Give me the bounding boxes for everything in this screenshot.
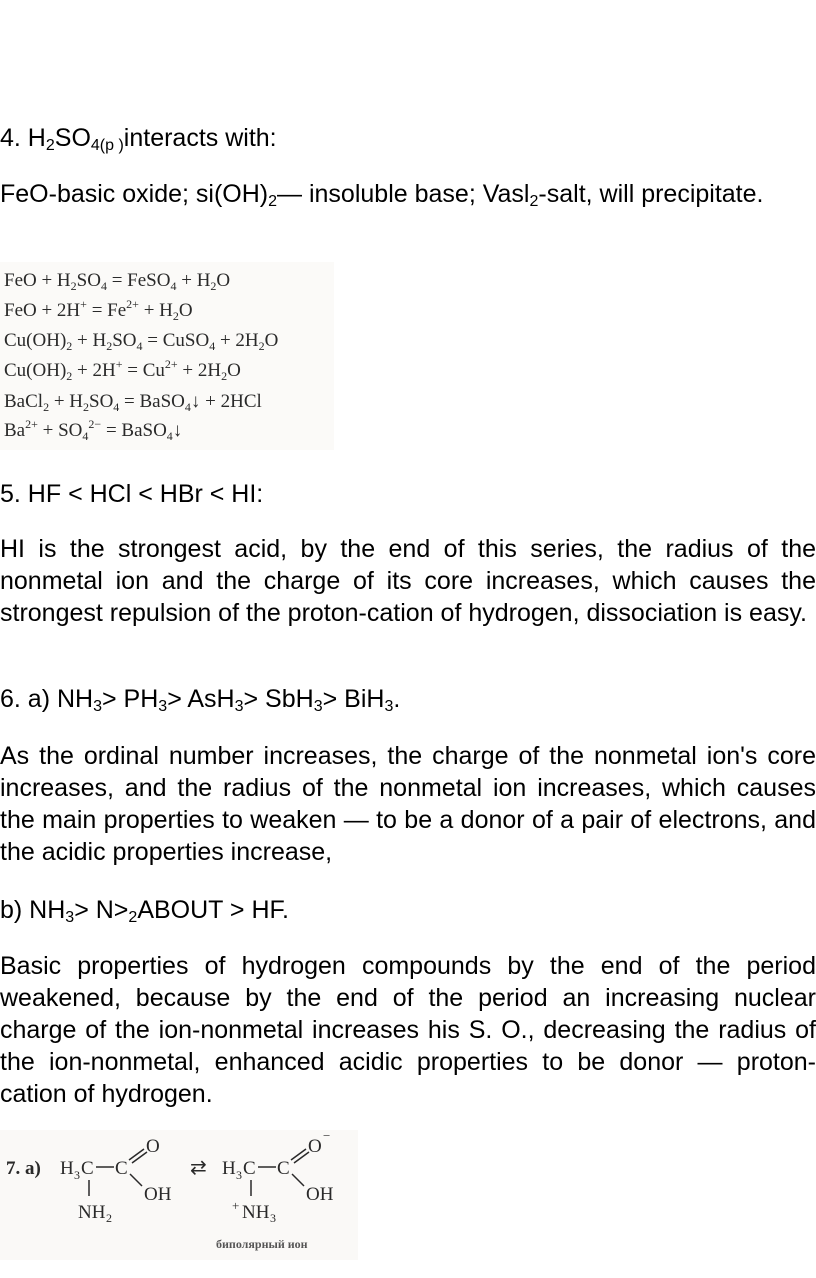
right-single-bond-oh [292,1174,304,1186]
equation-3: $Cu(OH)_2 + H_2SO_4$ = CuSO$_4$ + $2H_2O$ [4,330,279,353]
reaction-equations-image [0,262,334,450]
left-single-bond-oh [130,1174,142,1186]
right-h3c-h: H [222,1158,236,1179]
equilibrium-arrow: ⇄ [190,1157,207,1179]
left-hydroxyl: OH [144,1184,172,1205]
q6b-explanation: Basic properties of hydrogen compounds by the end of the period weakened, because by the end of the period an increasing nuclear charge of the ion-nonmetal increases his S. O., decreasing the radius of the ion-nonmetal, enhanced acidic properties to be donor — proton- cation of hydrogen. [0,952,816,1108]
left-amino: NH [78,1202,106,1223]
left-oxygen: O [146,1136,160,1157]
question-4-heading: 4. $H_2SO_{4(p )}interacts$ with: [0,124,277,154]
right-oxygen-charge: − [323,1130,331,1143]
equation-5: BaCl$_2$ + $H_2SO_4$ = BaSO$_4$↓ + 2HCl [4,391,262,414]
equation-6: $Ba^{2+} + SO_4^{2-}$ = BaSO$_4$↓ [4,417,183,443]
glycine-zwitterion-diagram [0,1130,358,1260]
left-h3c-c: C [81,1158,94,1179]
equation-4: $Cu(OH)_2 + 2H^+ = Cu^{2+} + 2H_2O$ [4,357,241,383]
question-6a-heading: 6. a) $NH_3> PH_3> AsH_3> SbH_3> BiH_3$. [0,685,401,715]
left-amino-sub: 2 [106,1211,112,1225]
glycine-structure-image [0,1130,358,1260]
left-h3c-h: H [60,1158,74,1179]
right-amino-charge: + [232,1198,240,1213]
question-6b-heading: b) $NH_3>$ $N>_2ABOUT$ > HF. [0,896,289,926]
right-h3c-c: C [243,1158,256,1179]
bipolar-ion-caption: биполярный ион [216,1237,308,1251]
q7-label: 7. a) [6,1158,41,1179]
right-amino-sub: 3 [270,1211,276,1225]
left-double-bond-2 [132,1152,147,1163]
q5-explanation: HI is the strongest acid, by the end of this series, the radius of the nonmetal ion and the charge of its core increases, which causes the strongest repulsion of the proton-cation of hydrogen, dissociation is easy. [0,535,816,627]
right-oxygen: O [308,1136,322,1157]
left-h3c-sub: 3 [74,1168,80,1182]
right-hydroxyl: OH [306,1184,334,1205]
right-double-bond-2 [294,1152,309,1163]
right-h3c-sub: 3 [236,1168,242,1182]
question-5-heading: 5. HF < HCl < HBr < HI: [0,480,264,508]
left-double-bond-1 [129,1149,144,1160]
right-amino: NH [242,1202,270,1223]
right-double-bond-1 [291,1149,306,1160]
q4-explanation: FeO-basic oxide; $si(OH)_2—$ insoluble base; Vasl$_2$-salt, will precipitate. [0,180,764,210]
left-carboxyl-c: C [115,1158,128,1179]
right-carboxyl-c: C [277,1158,290,1179]
equation-2: FeO + $2H^+ = Fe^{2+} + H_2O$ [4,297,193,323]
equation-1: FeO + $H_2SO_4$ = FeSO$_4$ + $H_2O$ [4,270,231,293]
q6a-explanation: As the ordinal number increases, the charge of the nonmetal ion's core increases, and the radius of the nonmetal ion increases, which causes the main properties to weaken — to be a donor of a pair of electrons, and the acidic properties increase, [0,742,816,866]
